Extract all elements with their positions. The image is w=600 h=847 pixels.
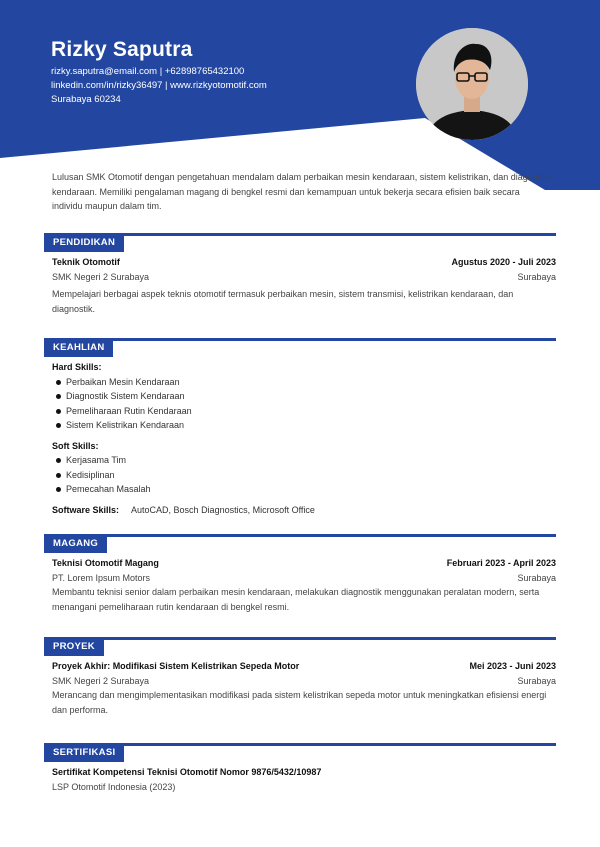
soft-skills-label: Soft Skills:	[52, 440, 99, 451]
software-skills-label: Software Skills:	[52, 504, 120, 515]
education-dates: Agustus 2020 - Juli 2023	[451, 257, 556, 267]
section-header	[44, 233, 556, 255]
education-location: Surabaya	[517, 271, 556, 282]
internship-entry	[44, 556, 556, 614]
list-item: Sistem Kelistrikan Kendaraan	[56, 418, 556, 433]
project-description: Merancang dan mengimplementasikan modifikasi pada sistem kelistrikan sepeda motor untuk meningkatkan efisiensi energi dan performa.	[52, 690, 547, 715]
section-divider	[44, 637, 556, 640]
certification-entry	[44, 765, 556, 794]
list-item: Pemeliharaan Rutin Kendaraan	[56, 404, 556, 419]
list-item: Pemecahan Masalah	[56, 482, 556, 497]
section-header	[44, 743, 556, 765]
section-education	[44, 233, 556, 316]
list-item: Perbaikan Mesin Kendaraan	[56, 375, 556, 390]
section-skills	[44, 338, 556, 517]
section-divider	[44, 338, 556, 341]
certification-issuer: LSP Otomotif Indonesia (2023)	[52, 781, 176, 792]
section-divider	[44, 534, 556, 537]
section-header	[44, 637, 556, 659]
internship-dates: Februari 2023 - April 2023	[446, 558, 556, 568]
section-project	[44, 637, 556, 717]
section-header	[44, 338, 556, 360]
contact-links: linkedin.com/in/rizky36497 | www.rizkyotomotif.com	[51, 80, 267, 91]
hard-skills-label: Hard Skills:	[52, 362, 102, 372]
list-item: Diagnostik Sistem Kendaraan	[56, 389, 556, 404]
contact-info	[51, 65, 267, 107]
project-entry	[44, 659, 556, 717]
section-certification	[44, 743, 556, 794]
certification-name: Sertifikat Kompetensi Teknisi Otomotif Nomor 9876/5432/10987	[52, 767, 322, 777]
section-title: PENDIDIKAN	[44, 233, 124, 252]
person-portrait-icon	[416, 28, 528, 140]
internship-description: Membantu teknisi senior dalam perbaikan mesin kendaraan, melakukan diagnostik menggunakan peralatan modern, serta menangani pemeliharaan rutin kendaraan di bengkel resmi.	[52, 587, 540, 612]
section-title: KEAHLIAN	[44, 338, 113, 357]
hard-skills-list	[52, 375, 556, 433]
section-title: PROYEK	[44, 637, 104, 656]
project-dates: Mei 2023 - Juni 2023	[469, 661, 556, 671]
profile-photo	[416, 28, 528, 140]
section-internship	[44, 534, 556, 614]
contact-email-phone: rizky.saputra@email.com | +62898765432100	[51, 66, 245, 77]
skills-entry	[44, 360, 556, 517]
education-major: Teknik Otomotif	[52, 257, 120, 267]
candidate-name: Rizky Saputra	[51, 38, 193, 61]
education-entry	[44, 255, 556, 316]
section-header	[44, 534, 556, 556]
contact-address: Surabaya 60234	[51, 94, 121, 105]
soft-skills-list	[52, 453, 556, 497]
project-title: Proyek Akhir: Modifikasi Sistem Kelistrikan Sepeda Motor	[52, 661, 300, 671]
internship-company: PT. Lorem Ipsum Motors	[52, 572, 151, 583]
professional-summary: Lulusan SMK Otomotif dengan pengetahuan mendalam dalam perbaikan mesin kendaraan, sistem kelistrikan, dan diagnostik kendaraan. Memiliki pengalaman magang di bengkel resmi dan kemampuan untuk bekerja secara efisien baik secara individu maupun dalam tim.	[52, 172, 552, 211]
education-description: Mempelajari berbagai aspek teknis otomotif termasuk perbaikan mesin, sistem transmisi, kelistrikan kendaraan, dan diagnostik.	[52, 289, 514, 314]
internship-location: Surabaya	[517, 572, 556, 583]
education-school: SMK Negeri 2 Surabaya	[52, 271, 150, 282]
list-item: Kerjasama Tim	[56, 453, 556, 468]
project-school: SMK Negeri 2 Surabaya	[52, 675, 150, 686]
list-item: Kedisiplinan	[56, 468, 556, 483]
software-skills-value: AutoCAD, Bosch Diagnostics, Microsoft Office	[131, 504, 315, 515]
project-location: Surabaya	[517, 675, 556, 686]
section-title: MAGANG	[44, 534, 107, 553]
section-title: SERTIFIKASI	[44, 743, 124, 762]
internship-role: Teknisi Otomotif Magang	[52, 558, 159, 568]
